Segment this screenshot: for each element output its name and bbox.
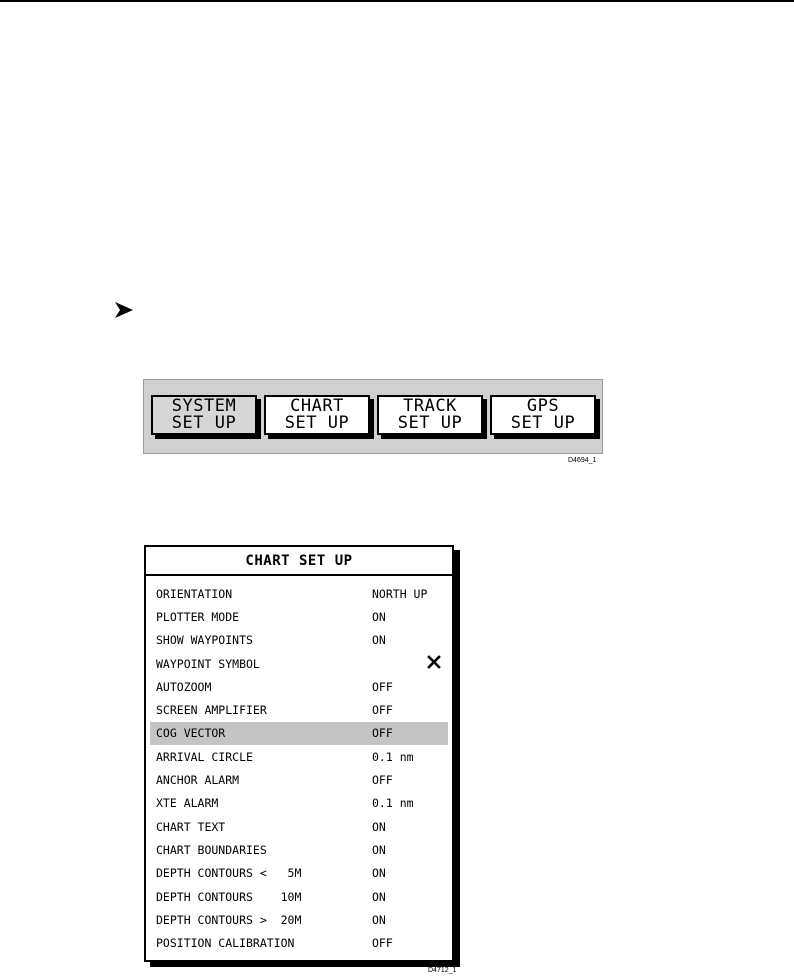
softkey-label-line1: CHART [290, 396, 344, 416]
menu-row-arrival-circle[interactable] [150, 745, 448, 768]
figure-id-softkeys: D4694_1 [568, 457, 597, 464]
row-label: DEPTH CONTOURS 10M [156, 889, 302, 904]
softkey-system-setup[interactable] [151, 395, 257, 435]
row-label: XTE ALARM [156, 796, 219, 811]
softkey-label-line2: SET UP [284, 413, 350, 433]
row-value: OFF [372, 679, 393, 694]
row-value: ON [372, 819, 386, 834]
row-value: ON [372, 866, 386, 881]
row-label: AUTOZOOM [156, 679, 212, 694]
softkey-label-line2: SET UP [397, 413, 463, 433]
row-label: DEPTH CONTOURS < 5M [156, 866, 302, 881]
row-label: SCREEN AMPLIFIER [156, 703, 267, 718]
row-value: ON [372, 842, 386, 857]
header-rule [0, 0, 794, 2]
row-value: 0.1 nm [372, 749, 414, 764]
softkey-label-line2: SET UP [510, 413, 576, 433]
row-value: ON [372, 609, 386, 624]
menu-rows [146, 576, 452, 955]
figure-id-menu: D4712_1 [428, 967, 457, 974]
menu-row-depth-contours-10m[interactable] [150, 885, 448, 908]
row-value: ON [372, 633, 386, 648]
menu-row-cog-vector[interactable] [150, 722, 448, 745]
row-label: DEPTH CONTOURS > 20M [156, 912, 302, 927]
row-label: ARRIVAL CIRCLE [156, 749, 253, 764]
menu-row-depth-contours-20m[interactable] [150, 908, 448, 931]
menu-row-anchor-alarm[interactable] [150, 768, 448, 791]
row-value: OFF [372, 773, 393, 788]
x-cross-icon [427, 655, 441, 669]
softkey-label-line1: GPS [526, 396, 560, 416]
row-label: PLOTTER MODE [156, 609, 240, 624]
row-value: ON [372, 912, 386, 927]
row-value: NORTH UP [372, 586, 428, 601]
softkey-bar [143, 379, 603, 454]
arrowhead-bullet-icon [114, 301, 134, 319]
menu-row-chart-text[interactable] [150, 815, 448, 838]
row-label: COG VECTOR [156, 726, 226, 741]
row-label: SHOW WAYPOINTS [156, 633, 253, 648]
row-value: ON [372, 889, 386, 904]
menu-row-screen-amplifier[interactable] [150, 698, 448, 721]
row-label: WAYPOINT SYMBOL [156, 656, 260, 671]
menu-row-depth-contours-5m[interactable] [150, 862, 448, 885]
row-label: CHART TEXT [156, 819, 226, 834]
menu-row-autozoom[interactable] [150, 675, 448, 698]
softkey-track-setup[interactable] [377, 395, 483, 435]
menu-row-orientation[interactable] [150, 582, 448, 605]
menu-row-waypoint-symbol[interactable] [150, 652, 448, 675]
row-label: CHART BOUNDARIES [156, 842, 267, 857]
row-value: OFF [372, 936, 393, 951]
row-value: OFF [372, 703, 393, 718]
chart-setup-menu [144, 545, 454, 962]
row-label: POSITION CALIBRATION [156, 936, 295, 951]
menu-row-chart-boundaries[interactable] [150, 838, 448, 861]
softkey-label-line2: SET UP [171, 413, 237, 433]
menu-title: CHART SET UP [146, 547, 452, 576]
softkey-label-line1: SYSTEM [171, 396, 237, 416]
menu-row-position-calibration[interactable] [150, 931, 448, 954]
row-label: ORIENTATION [156, 586, 233, 601]
row-value: OFF [372, 726, 393, 741]
row-label: ANCHOR ALARM [156, 773, 240, 788]
menu-row-plotter-mode[interactable] [150, 605, 448, 628]
softkey-label-line1: TRACK [403, 396, 457, 416]
row-value: 0.1 nm [372, 796, 414, 811]
softkey-chart-setup[interactable] [264, 395, 370, 435]
softkey-gps-setup[interactable] [490, 395, 596, 435]
menu-row-xte-alarm[interactable] [150, 792, 448, 815]
